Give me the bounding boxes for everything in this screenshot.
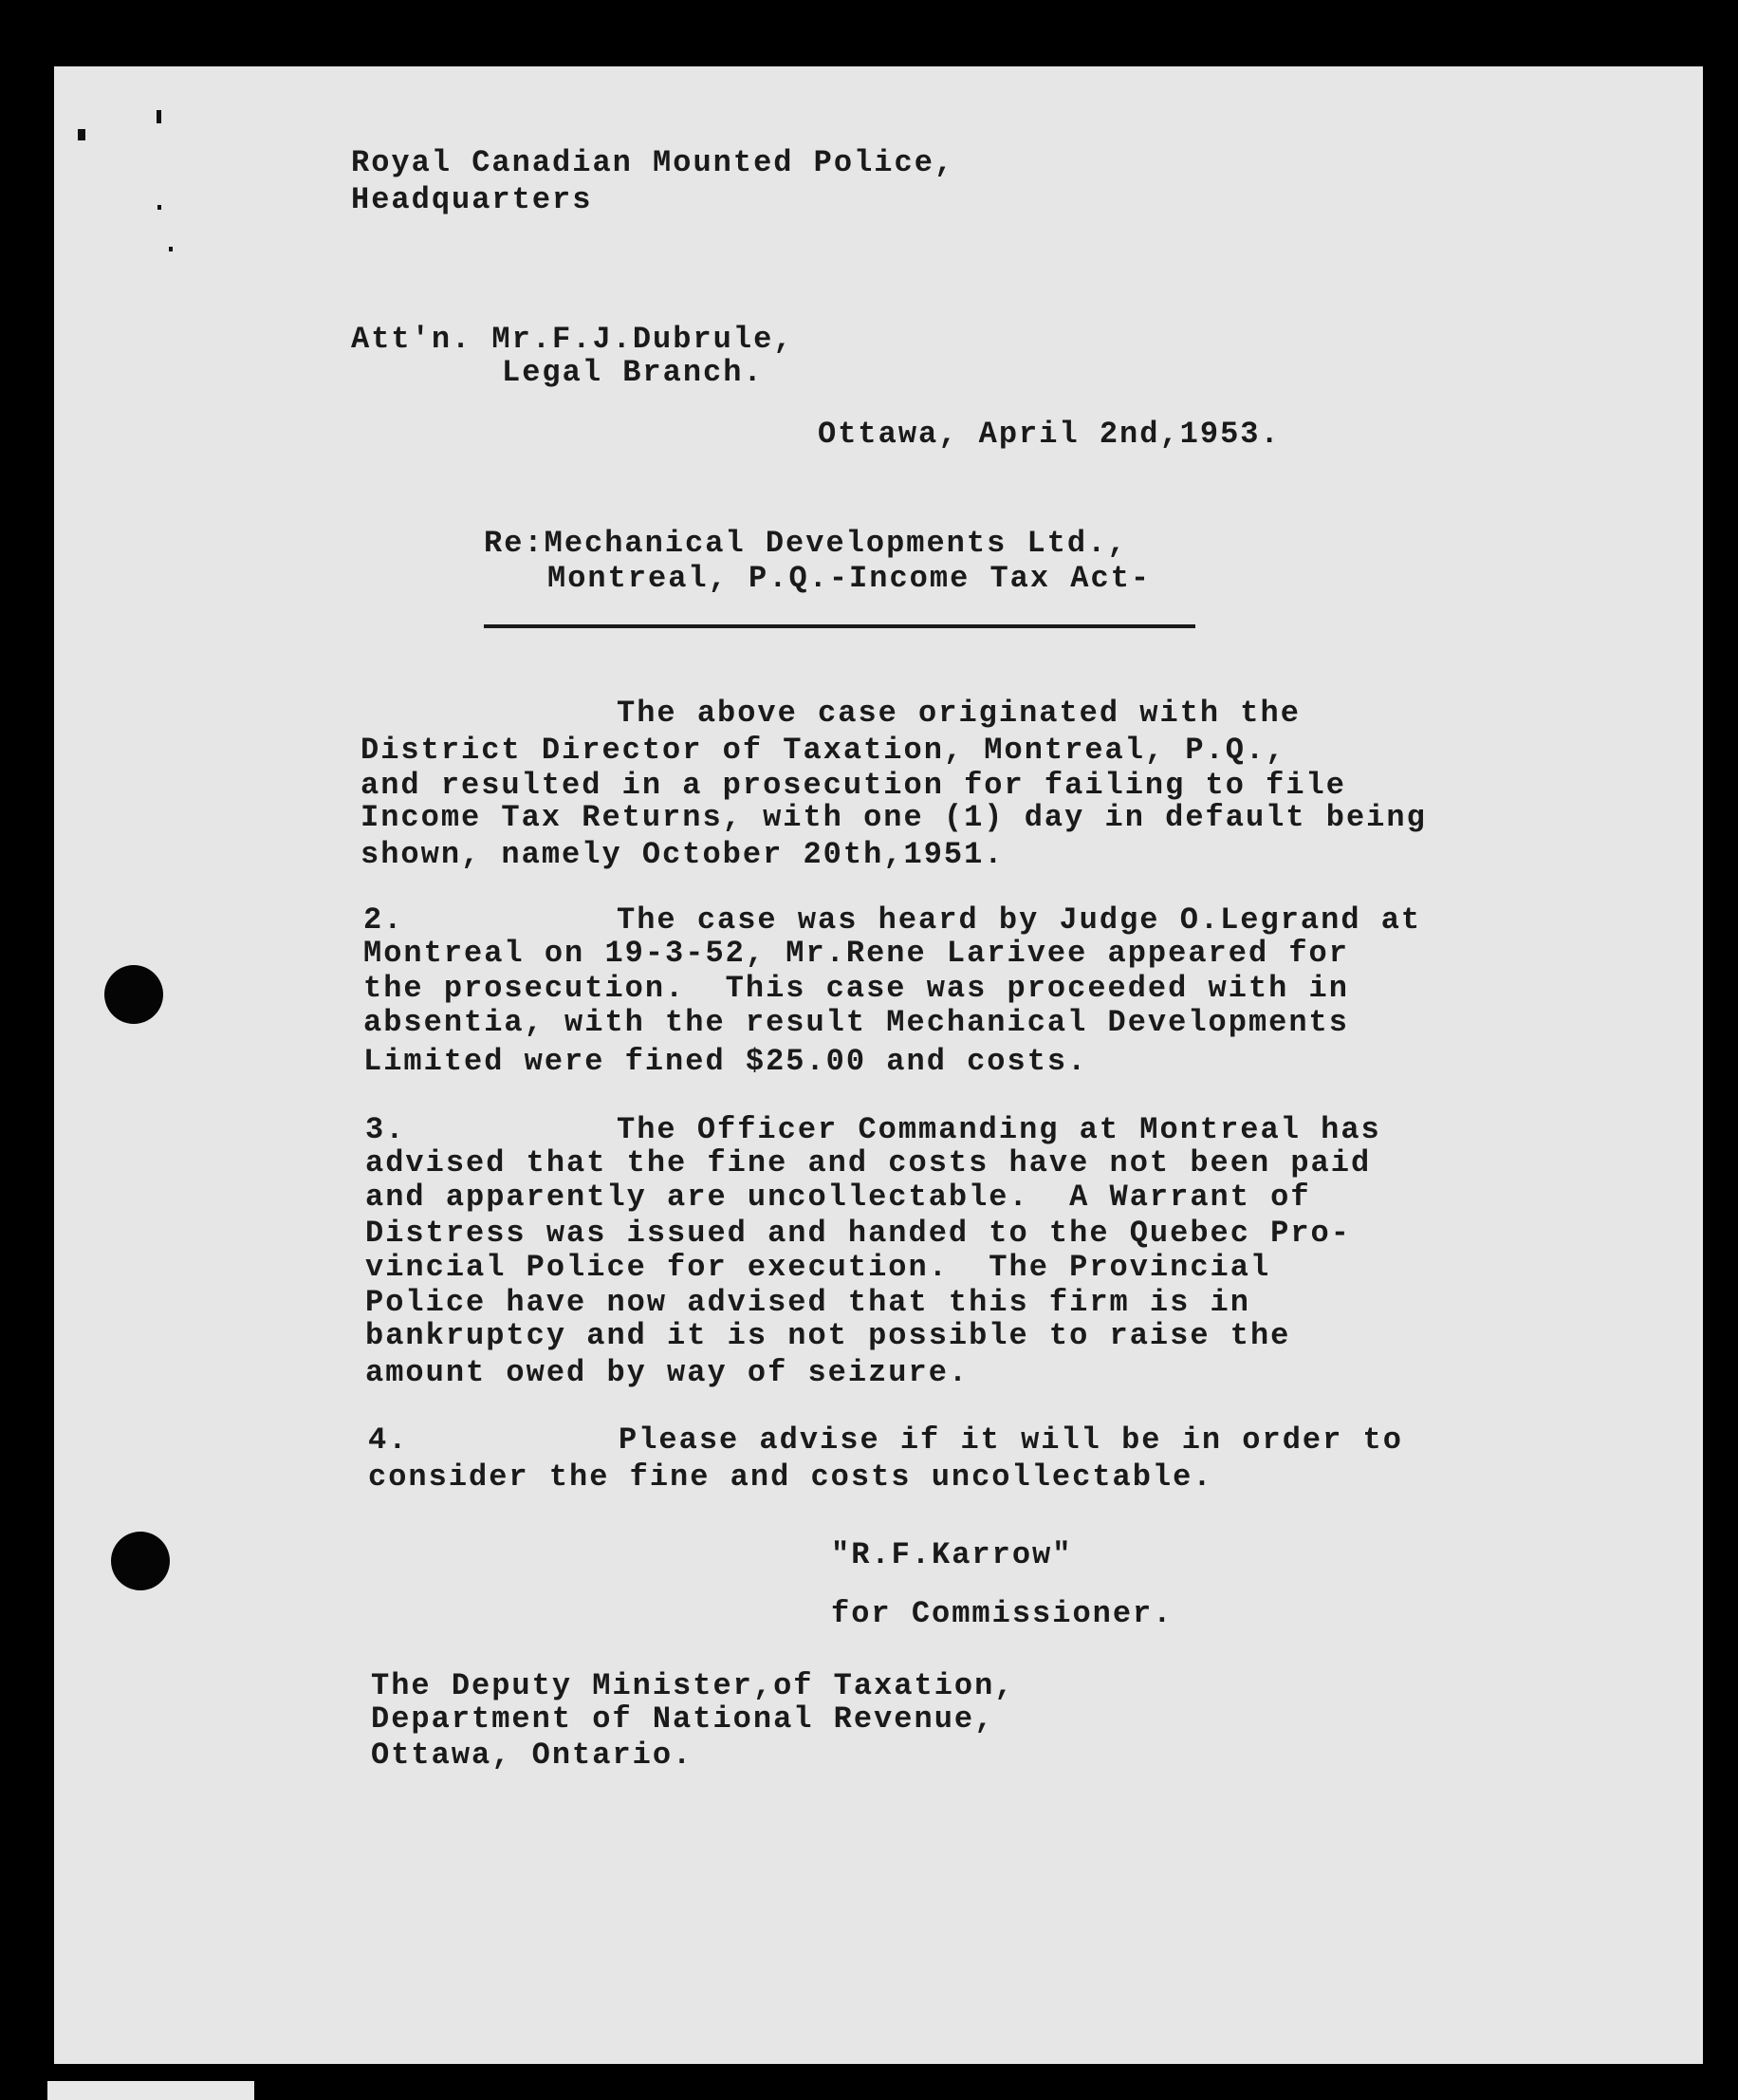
- attention-line: Att'n. Mr.F.J.Dubrule,: [351, 322, 794, 357]
- paragraph-1-line: shown, namely October 20th,1951.: [361, 837, 1005, 872]
- ink-mark: [157, 110, 161, 123]
- ink-mark: [169, 247, 173, 251]
- paragraph-2-line: the prosecution. This case was proceeded with in: [363, 971, 1349, 1006]
- page-tab: [47, 2081, 254, 2100]
- paragraph-3-line: vincial Police for execution. The Provincial: [365, 1250, 1271, 1285]
- punch-hole: [111, 1532, 170, 1590]
- subject-line: Re:Mechanical Developments Ltd.,: [484, 526, 1128, 561]
- paragraph-2-line: absentia, with the result Mechanical Developments: [363, 1005, 1349, 1040]
- paragraph-1-line: and resulted in a prosecution for failing to file: [361, 768, 1346, 803]
- signature-name: "R.F.Karrow": [831, 1537, 1073, 1572]
- paragraph-3-line: Distress was issued and handed to the Quebec Pro-: [365, 1216, 1351, 1251]
- subject-underline: [484, 624, 1195, 628]
- paragraph-3-line: The Officer Commanding at Montreal has: [617, 1112, 1381, 1147]
- paragraph-3-number: 3.: [365, 1112, 406, 1147]
- paragraph-3-line: amount owed by way of seizure.: [365, 1355, 970, 1390]
- addressee-line: The Deputy Minister,of Taxation,: [371, 1668, 1015, 1703]
- subject-line: Montreal, P.Q.-Income Tax Act-: [547, 561, 1152, 596]
- punch-hole: [104, 965, 163, 1024]
- paragraph-2-number: 2.: [363, 902, 404, 938]
- addressee-line: Department of National Revenue,: [371, 1701, 995, 1737]
- paragraph-2-line: The case was heard by Judge O.Legrand at: [617, 902, 1422, 938]
- header-line: Headquarters: [351, 182, 593, 217]
- paragraph-2-line: Montreal on 19-3-52, Mr.Rene Larivee appeared for: [363, 936, 1349, 971]
- paragraph-1-line: Income Tax Returns, with one (1) day in default being: [361, 800, 1427, 835]
- paragraph-4-line: Please advise if it will be in order to: [619, 1422, 1403, 1458]
- paragraph-4-line: consider the fine and costs uncollectable.: [368, 1459, 1213, 1495]
- paragraph-4-number: 4.: [368, 1422, 409, 1458]
- paragraph-1-line: The above case originated with the: [617, 696, 1301, 731]
- attention-line: Legal Branch.: [502, 355, 764, 390]
- paragraph-1-line: District Director of Taxation, Montreal, P.Q.,: [361, 733, 1286, 768]
- paragraph-3-line: and apparently are uncollectable. A Warrant of: [365, 1180, 1311, 1215]
- header-line: Royal Canadian Mounted Police,: [351, 145, 955, 180]
- ink-mark: [78, 129, 85, 140]
- addressee-line: Ottawa, Ontario.: [371, 1738, 693, 1773]
- paragraph-3-line: bankruptcy and it is not possible to raise the: [365, 1318, 1291, 1353]
- ink-mark: [157, 205, 161, 210]
- paragraph-3-line: advised that the fine and costs have not been paid: [365, 1145, 1372, 1180]
- paragraph-3-line: Police have now advised that this firm is in: [365, 1285, 1250, 1320]
- signature-title: for Commissioner.: [831, 1596, 1174, 1631]
- paragraph-2-line: Limited were fined $25.00 and costs.: [363, 1044, 1088, 1079]
- letter-date: Ottawa, April 2nd,1953.: [818, 417, 1281, 452]
